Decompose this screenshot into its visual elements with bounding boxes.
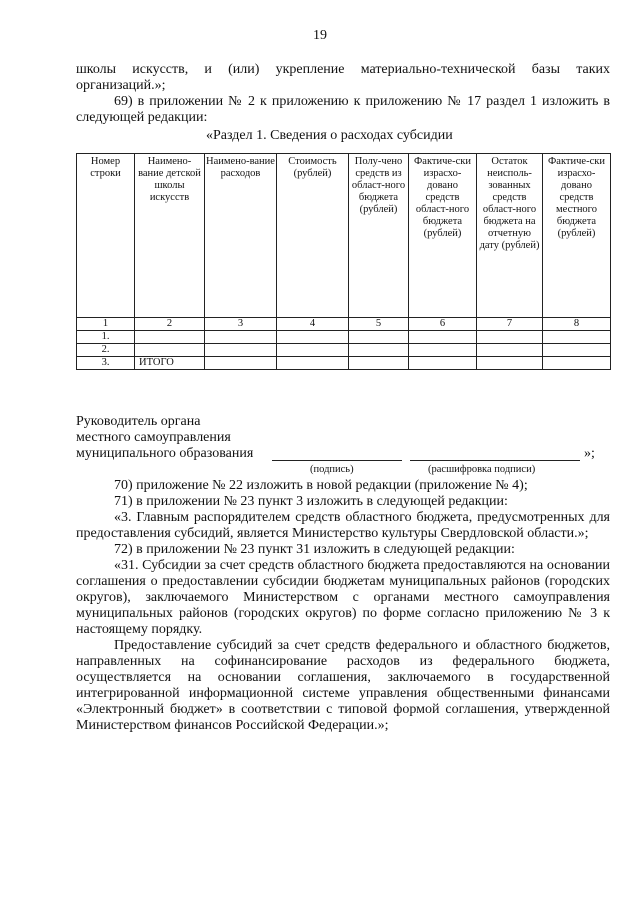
header-spent-regional: Фактиче-ски израсхо-довано средств област-ного бюджета (рублей) [409, 154, 477, 318]
signature-line-2: местного самоуправления [76, 430, 231, 445]
col-number: 2 [135, 318, 205, 331]
paragraph-72: 72) в приложении № 23 пункт 31 изложить в следующей редакции: [114, 542, 515, 557]
table-cell [477, 357, 543, 370]
col-number: 1 [77, 318, 135, 331]
table-row [77, 344, 611, 357]
col-number: 4 [277, 318, 349, 331]
paragraph-70: 70) приложение № 22 изложить в новой редакции (приложение № 4); [114, 478, 528, 493]
row-school-name [135, 331, 205, 344]
signature-decoding-blank [410, 460, 580, 461]
page-number: 19 [313, 28, 327, 43]
col-number: 6 [409, 318, 477, 331]
paragraph-72-text-2: Предоставление субсидий за счет средств федерального и областного бюджетов, направленных на софинансирование расходов из федерального бюджета, осуществляется на основании соглашения, заключаемого в государственной интегрированной информационной системе управления общественными финансами «Электронный бюджет» в соответствии с типовой формой соглашения, утвержденной Министерством финансов Российской Федерации.»; [76, 638, 610, 733]
section-title: «Раздел 1. Сведения о расходах субсидии [206, 128, 453, 143]
table-cell [205, 344, 277, 357]
row-number: 3. [77, 357, 135, 370]
table-cell [543, 357, 611, 370]
row-total-label: ИТОГО [135, 357, 205, 370]
table-cell [409, 331, 477, 344]
signature-line-3: муниципального образования [76, 446, 254, 461]
paragraph-72-text: «31. Субсидии за счет средств областного бюджета предоставляются на основании соглашения о предоставлении субсидии бюджетам муниципальных районов (городских округов), заключаемого Министерством с органами местного самоуправления муниципальных районов (городских округов) по форме согласно приложению № 3 к настоящему порядку. [76, 558, 610, 637]
paragraph-69: 69) в приложении № 2 к приложению к приложению № 17 раздел 1 изложить в следующей редакции: [76, 94, 610, 125]
paragraph-71-text: «3. Главным распорядителем средств областного бюджета, предусмотренных для предоставления субсидий, является Министерство культуры Свердловской области.»; [76, 510, 610, 541]
signature-line-1: Руководитель органа [76, 414, 201, 429]
signature-blank [272, 460, 402, 461]
table-row [77, 331, 611, 344]
signature-captions [76, 462, 610, 476]
table-cell [543, 331, 611, 344]
subsidy-expenses-table [76, 153, 611, 370]
col-number: 5 [349, 318, 409, 331]
row-school-name [135, 344, 205, 357]
table-cell [349, 344, 409, 357]
table-cell [349, 331, 409, 344]
signature-row [76, 446, 610, 462]
table-cell [349, 357, 409, 370]
header-unused-balance: Остаток неисполь-зованных средств област-ного бюджета на отчетную дату (рублей) [477, 154, 543, 318]
header-cost: Стоимость (рублей) [277, 154, 349, 318]
paragraph-continuation: школы искусств, и (или) укрепление материально-технической базы таких организаций.»; [76, 62, 610, 93]
table-cell [477, 331, 543, 344]
caption-signature: (подпись) [310, 464, 354, 475]
header-school-name: Наимено-вание детской школы искусств [135, 154, 205, 318]
col-number: 7 [477, 318, 543, 331]
table-cell [477, 344, 543, 357]
document-body [76, 62, 610, 734]
paragraph-71: 71) в приложении № 23 пункт 3 изложить в следующей редакции: [114, 494, 508, 509]
header-expense-name: Наимено-вание расходов [205, 154, 277, 318]
row-number: 2. [77, 344, 135, 357]
table-cell [205, 357, 277, 370]
header-spent-local: Фактиче-ски израсхо-довано средств местного бюджета (рублей) [543, 154, 611, 318]
table-cell [409, 344, 477, 357]
table-cell [277, 357, 349, 370]
header-row-number: Номер строки [77, 154, 135, 318]
table-cell [277, 344, 349, 357]
header-received-regional: Полу-чено средств из област-ного бюджета (рублей) [349, 154, 409, 318]
table-row-total [77, 357, 611, 370]
table-cell [277, 331, 349, 344]
column-numbers-row [77, 318, 611, 331]
table-header-row [77, 154, 611, 318]
row-number: 1. [77, 331, 135, 344]
signature-end-mark: »; [584, 446, 595, 461]
signature-block [76, 414, 610, 476]
table-cell [205, 331, 277, 344]
table-cell [543, 344, 611, 357]
table-cell [409, 357, 477, 370]
caption-decoding: (расшифровка подписи) [428, 464, 536, 475]
col-number: 3 [205, 318, 277, 331]
col-number: 8 [543, 318, 611, 331]
